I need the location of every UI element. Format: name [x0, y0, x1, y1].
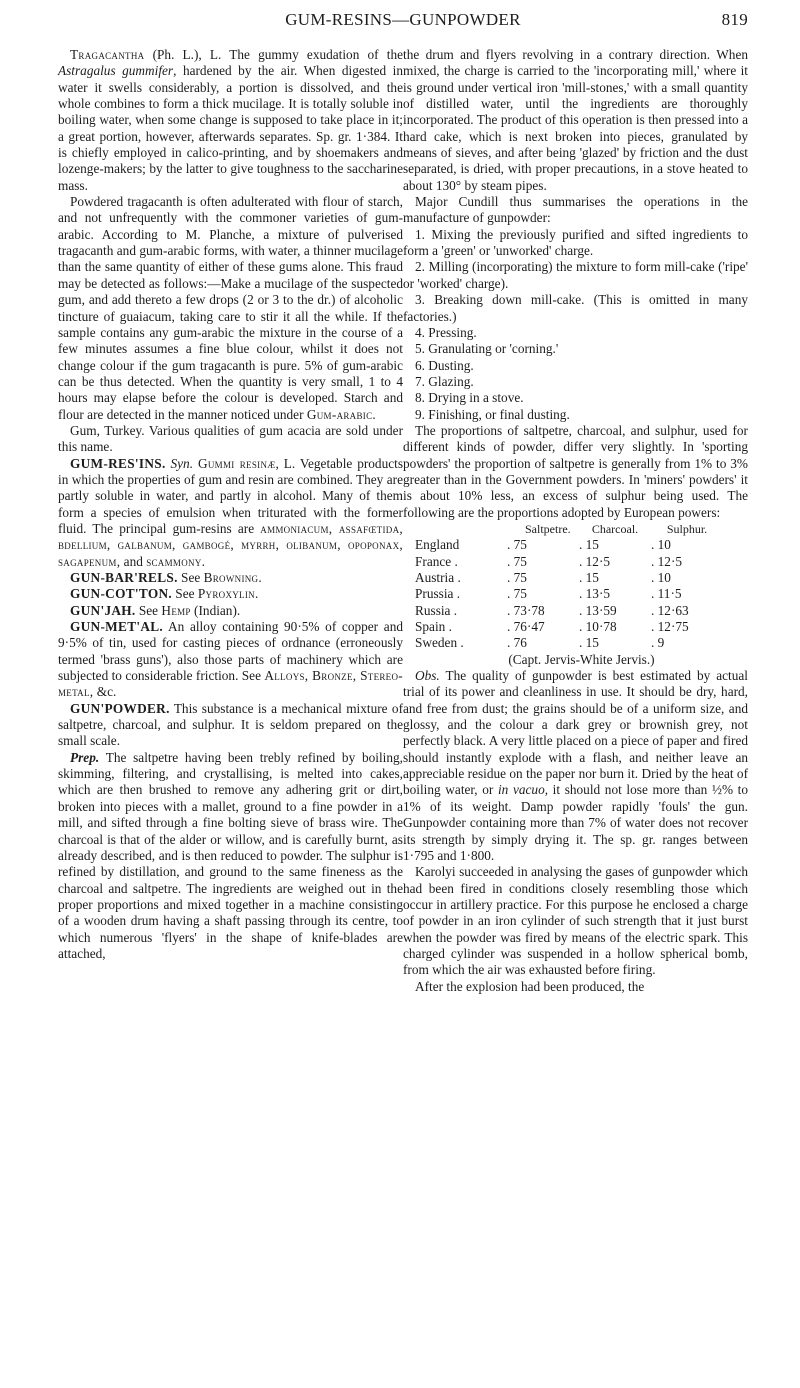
- table-cell: . 10: [651, 537, 671, 553]
- table-row: [415, 554, 723, 570]
- table-row: [415, 570, 723, 586]
- table-cell: . 13·59: [579, 602, 617, 618]
- table-cell: . 11·5: [651, 586, 682, 602]
- paragraph-continuation: the drum and flyers revolving in a contrary direction. When mixed, the charge is carried to the 'incorporating mill,' where it is ground under vertical iron 'mill-stones,' with a small quantity of distilled water, until the ingredients are thoroughly incorporated. The product of this operation is then pressed into a hard cake, which is next broken into pieces, granulated by means of sieves, and after being 'glazed' by friction and the dust separated, is dried, with proper precautions, in a stove heated to about 130° by steam pipes.: [403, 47, 748, 193]
- table-cell: . 75: [507, 570, 527, 585]
- table-cell: . 12·5: [651, 553, 683, 569]
- table-cell: . 75: [507, 537, 527, 553]
- entry-gun-barrels: GUN-BAR'RELS. See Browning.: [70, 570, 262, 585]
- table-cell: . 75: [507, 586, 527, 602]
- table-cell: . 73·78: [507, 602, 545, 618]
- headword-gun-barrels: GUN-BAR'RELS.: [70, 570, 178, 585]
- paragraph-after: After the explosion had been produced, the: [415, 978, 645, 994]
- entry-gun-metal: GUN-MET'AL. An alloy containing 90·5% of copper and 9·5% of tin, used for casting pieces of ordnance (erroneously termed 'brass guns'), also those parts of machinery which are subjected to considerable friction. See Alloys, Bronze, Stereo-metal, &c.: [58, 619, 404, 700]
- cross-reference: Pyroxylin: [197, 586, 255, 602]
- paragraph-proportions: The proportions of saltpetre, charcoal, and sulphur, used for different kinds of powder, differ very slightly. In 'sporting powders' the proportion of saltpetre is generally from 1% to 3% greater than in the Government powders. In 'miners' powders' it is about 10% less, an excess of sulphur being used. The following are the proportions adopted by European powers:: [403, 422, 748, 520]
- entry-gun-cotton: GUN-COT'TON. See Pyroxylin.: [70, 586, 259, 602]
- paragraph-cundill: Major Cundill thus summarises the operations in the manufacture of gunpowder:: [403, 194, 748, 226]
- headword-gunpowder: GUN'POWDER.: [70, 700, 170, 716]
- table-cell: France .: [415, 553, 458, 569]
- table-cell: Austria .: [415, 570, 461, 585]
- table-row: [415, 586, 723, 602]
- obs-label: Obs.: [415, 668, 440, 684]
- headword-gum-resins: GUM-RES'INS.: [70, 455, 166, 471]
- cross-reference: Browning: [203, 570, 259, 585]
- table-cell: . 15: [579, 537, 599, 553]
- page-number: 819: [721, 10, 748, 29]
- table-cell: . 12·63: [651, 602, 689, 618]
- gum-resin-list: ammoniacum, assafœtida, bdellium, galbanum, gambogé, myrrh, olibanum, opoponax, sagapenum,: [58, 520, 403, 569]
- column-header: Charcoal.: [591, 521, 639, 536]
- table-row: [415, 635, 723, 651]
- table-cell: Russia .: [415, 602, 458, 618]
- cross-reference: Gum-arabic: [306, 406, 373, 422]
- paragraph-obs: Obs. The quality of gunpowder is best estimated by actual trial of its power and cleanliness in use. It should be dry, hard, and free from dust; the grains should be of a uniform size, and glossy, and the colour a dark grey or brownish grey, not perfectly black. A very little placed on a piece of paper and fired should instantly explode with a flash, and neither leave an appreciable residue on the paper nor burn it. Dried by the heat of boiling water, or in vacuo, it should not lose more than ½% to 1% of its weight. Damp powder rapidly 'fouls' the gun. Gunpowder containing more than 7% of water does not recover its strength by simply drying it. The sp. gr. ranges between 1·795 and 1·800.: [403, 668, 748, 863]
- table-cell: . 10: [651, 570, 671, 585]
- paragraph-karolyi: Karolyi succeeded in analysing the gases of gunpowder which had been fired in conditions closely resembling those which occur in artillery practice. For this purpose he enclosed a charge of powder in an iron cylinder of such strength that it just burst when the powder was fired by means of the electric spark. This charged cylinder was suspended in a hollow spherical bomb, from which the air was exhausted before firing.: [403, 864, 748, 978]
- table-cell: Spain .: [415, 619, 452, 635]
- running-title: GUM-RESINS—GUNPOWDER: [285, 10, 521, 29]
- table-cell: England: [415, 537, 460, 553]
- list-item: 6. Dusting.: [415, 357, 474, 373]
- paragraph-adulteration: Powdered tragacanth is often adulterated with flour of starch, and not unfrequently with the commoner varieties of gum-arabic. According to M. Planche, a mixture of pulverised tragacanth and gum-arabic forms, with water, a thinner mucilage than the same quantity of either of these gums alone. This fraud may be detected as follows:—Make a mucilage of the suspected gum, and add thereto a few drops (2 or 3 to the dr.) of alcoholic tincture of guaiacum, taking care to stir it all the while. If the sample contains any gum-arabic the mixture in the course of a few minutes assumes a fine blue colour, whilst it does not change colour if the gum tragacanth is pure. 5% of gum-arabic can be thus detected. When the quantity is very small, 1 to 4 hours may elapse before the colour is developed. Starch and flour are detected in the manner noticed under Gum-arabic.: [58, 194, 403, 422]
- proportions-table: [415, 521, 723, 652]
- cross-reference: Alloys, Bronze, Stereo-metal,: [58, 668, 404, 700]
- paragraph-prep: Prep. The saltpetre having been trebly refined by boiling, skimming, filtering, and crystallising, is melted into cakes, which are then brushed to remove any adhering grit or dirt, broken into pieces with a mallet, ground to a fine powder in a mill, and sifted through a fine bolting sieve of brass wire. The charcoal is that of the alder or willow, and is carefully burnt, as already described, and is then reduced to powder. The sulphur is refined by distillation, and ground to the same fineness as the charcoal and saltpetre. The ingredients are weighed out in the proper proportions and mixed together in a machine consisting of a wooden drum having a shaft passing through its centre, to which numerous 'flyers' in the shape of knife-blades are attached,: [58, 749, 403, 961]
- cross-reference: Hemp: [161, 602, 191, 618]
- table-cell: . 15: [579, 570, 599, 585]
- entry-gum-resins: GUM-RES'INS. Syn. Gummi resinæ, L. Vegetable products in which the properties of gum and resin are combined. They are partly soluble in water, and partly in alcohol. Many of them form a species of emulsion when triturated with the former fluid. The principal gum-resins are ammoniacum, assafœtida, bdellium, galbanum, gambogé, myrrh, olibanum, opoponax, sagapenum, and scammony.: [58, 455, 403, 569]
- headword-gun-metal: GUN-MET'AL.: [70, 619, 164, 635]
- table-cell: . 12·75: [651, 619, 689, 635]
- table-row: [415, 619, 723, 635]
- list-item: 3. Breaking down mill-cake. (This is omitted in many factories.): [403, 292, 748, 324]
- list-item: 8. Drying in a stove.: [415, 390, 524, 406]
- right-column: [403, 47, 748, 995]
- table-cell: . 76: [507, 635, 527, 651]
- table-credit: (Capt. Jervis-White Jervis.): [508, 651, 655, 667]
- prep-label: Prep.: [70, 749, 100, 765]
- table-cell: . 9: [651, 635, 665, 651]
- headword-tragacantha: Tragacantha: [70, 47, 145, 62]
- headword-gun-cotton: GUN-COT'TON.: [70, 586, 172, 602]
- table-row: [415, 537, 723, 553]
- list-item: 7. Glazing.: [415, 373, 474, 389]
- table-cell: . 12·5: [579, 553, 611, 569]
- table-cell: Prussia .: [415, 586, 461, 602]
- table-cell: . 76·47: [507, 619, 545, 635]
- column-header: Sulphur.: [666, 521, 708, 536]
- list-item: 2. Milling (incorporating) the mixture to form mill-cake ('ripe' or 'worked' charge).: [403, 259, 748, 291]
- table-cell: . 10·78: [579, 619, 617, 635]
- list-item: 5. Granulating or 'corning.': [415, 341, 559, 357]
- list-item: 4. Pressing.: [415, 324, 477, 340]
- headword-gunjah: GUN'JAH.: [70, 602, 136, 618]
- entry-gunjah: GUN'JAH. See Hemp (Indian).: [70, 602, 241, 618]
- list-item: 9. Finishing, or final dusting.: [415, 406, 570, 422]
- entry-gunpowder: GUN'POWDER. This substance is a mechanical mixture of saltpetre, charcoal, and sulphur. It is seldom prepared on the small scale.: [58, 700, 403, 749]
- list-item: 1. Mixing the previously purified and sifted ingredients to form a 'green' or 'unworked' charge.: [403, 226, 748, 259]
- entry-tragacantha: Tragacantha (Ph. L.), L. The gummy exudation of the Astragalus gummifer, hardened by the air. When digested in water it swells considerably, a portion is dissolved, and the whole combines to form a thick mucilage. It is totally soluble in boiling water, when some change is supposed to take place in it; a great portion, however, afterwards separates. Sp. gr. 1·384. It is chiefly employed in calico-printing, and by shoemakers and lozenge-makers; by the latter to give toughness to the saccharine mass.: [58, 47, 404, 193]
- operations-list: [403, 227, 748, 423]
- table-cell: Sweden .: [415, 635, 464, 651]
- left-column: [58, 47, 403, 962]
- table-cell: . 15: [579, 635, 599, 651]
- table-row: [415, 603, 723, 619]
- table-header-row: [415, 521, 723, 537]
- table-cell: . 75: [507, 553, 527, 569]
- table-cell: . 13·5: [579, 586, 611, 602]
- column-header: Saltpetre.: [525, 521, 571, 536]
- entry-gum-turkey: Gum, Turkey. Various qualities of gum acacia are sold under this name.: [58, 422, 403, 455]
